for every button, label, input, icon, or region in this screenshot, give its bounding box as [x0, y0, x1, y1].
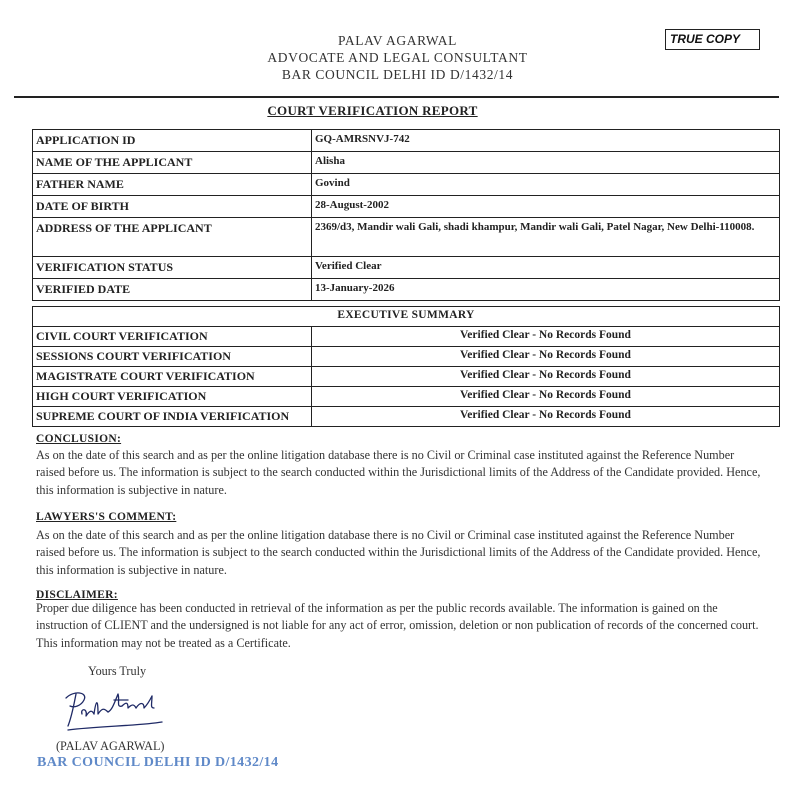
disclaimer-heading: DISCLAIMER: — [36, 589, 118, 601]
table-row — [33, 387, 780, 407]
detail-label: ADDRESS OF THE APPLICANT — [33, 218, 312, 257]
executive-summary-table — [32, 306, 780, 427]
table-row — [33, 257, 780, 279]
detail-value: Govind — [312, 174, 780, 196]
true-copy-stamp: TRUE COPY — [665, 29, 760, 50]
header-divider — [14, 96, 779, 98]
applicant-details-table — [32, 129, 780, 301]
summary-value: Verified Clear - No Records Found — [312, 387, 780, 407]
table-row — [33, 279, 780, 301]
lawyers-comment-text: As on the date of this search and as per the online litigation database there is no Civil or Criminal case instituted against the Reference Number raised before us. The information is subject to the search conducted within the Jurisdictional limits of the Address of the Candidate provided. Hence, this information is subjective in nature. — [36, 528, 761, 577]
signatory-bar-id: BAR COUNCIL DELHI ID D/1432/14 — [37, 755, 279, 770]
detail-value: GQ-AMRSNVJ-742 — [312, 130, 780, 152]
advocate-name: PALAV AGARWAL — [338, 33, 457, 48]
summary-label: SESSIONS COURT VERIFICATION — [33, 347, 312, 367]
table-row — [33, 407, 780, 427]
summary-title: EXECUTIVE SUMMARY — [33, 307, 780, 327]
table-row — [33, 347, 780, 367]
detail-label: VERIFICATION STATUS — [33, 257, 312, 279]
summary-label: HIGH COURT VERIFICATION — [33, 387, 312, 407]
summary-value: Verified Clear - No Records Found — [312, 347, 780, 367]
table-row — [33, 367, 780, 387]
detail-label: DATE OF BIRTH — [33, 196, 312, 218]
summary-value: Verified Clear - No Records Found — [312, 367, 780, 387]
summary-label: CIVIL COURT VERIFICATION — [33, 327, 312, 347]
detail-value: Verified Clear — [312, 257, 780, 279]
summary-value: Verified Clear - No Records Found — [312, 327, 780, 347]
detail-value: 28-August-2002 — [312, 196, 780, 218]
closing-salutation: Yours Truly — [88, 664, 147, 678]
summary-value: Verified Clear - No Records Found — [312, 407, 780, 427]
table-row — [33, 327, 780, 347]
detail-label: NAME OF THE APPLICANT — [33, 152, 312, 174]
advocate-bar-id: BAR COUNCIL DELHI ID D/1432/14 — [281, 67, 514, 82]
signatory-name: (PALAV AGARWAL) — [56, 739, 165, 753]
detail-label: VERIFIED DATE — [33, 279, 312, 301]
summary-label: SUPREME COURT OF INDIA VERIFICATION — [33, 407, 312, 427]
detail-value: 13-January-2026 — [312, 279, 780, 301]
summary-label: MAGISTRATE COURT VERIFICATION — [33, 367, 312, 387]
report-title: COURT VERIFICATION REPORT — [267, 103, 478, 118]
detail-value: Alisha — [312, 152, 780, 174]
table-row — [33, 152, 780, 174]
detail-label: FATHER NAME — [33, 174, 312, 196]
table-row — [33, 218, 780, 257]
detail-label: APPLICATION ID — [33, 130, 312, 152]
table-row — [33, 174, 780, 196]
disclaimer-text: Proper due diligence has been conducted in retrieval of the information as per the public records available. The information is gained on the instruction of CLIENT and the undersigned is not liable for any act of error, omission, deletion or non publication of records of the concerned court. This information may not be treated as a Certificate. — [36, 601, 759, 650]
detail-value: 2369/d3, Mandir wali Gali, shadi khampur, Mandir wali Gali, Patel Nagar, New Delhi-110008. — [312, 218, 780, 257]
conclusion-text: As on the date of this search and as per the online litigation database there is no Civil or Criminal case instituted against the Reference Number raised before us. The information is subject to the search conducted within the Jurisdictional limits of the Address of the Candidate provided. Hence, this information is subjective in nature. — [36, 448, 761, 497]
table-row — [33, 196, 780, 218]
handwritten-signature — [58, 686, 170, 734]
lawyers-comment-heading: LAWYERS'S COMMENT: — [36, 511, 177, 523]
table-header-row — [33, 307, 780, 327]
conclusion-heading: CONCLUSION: — [36, 433, 122, 445]
table-row — [33, 130, 780, 152]
advocate-designation: ADVOCATE AND LEGAL CONSULTANT — [267, 50, 528, 65]
